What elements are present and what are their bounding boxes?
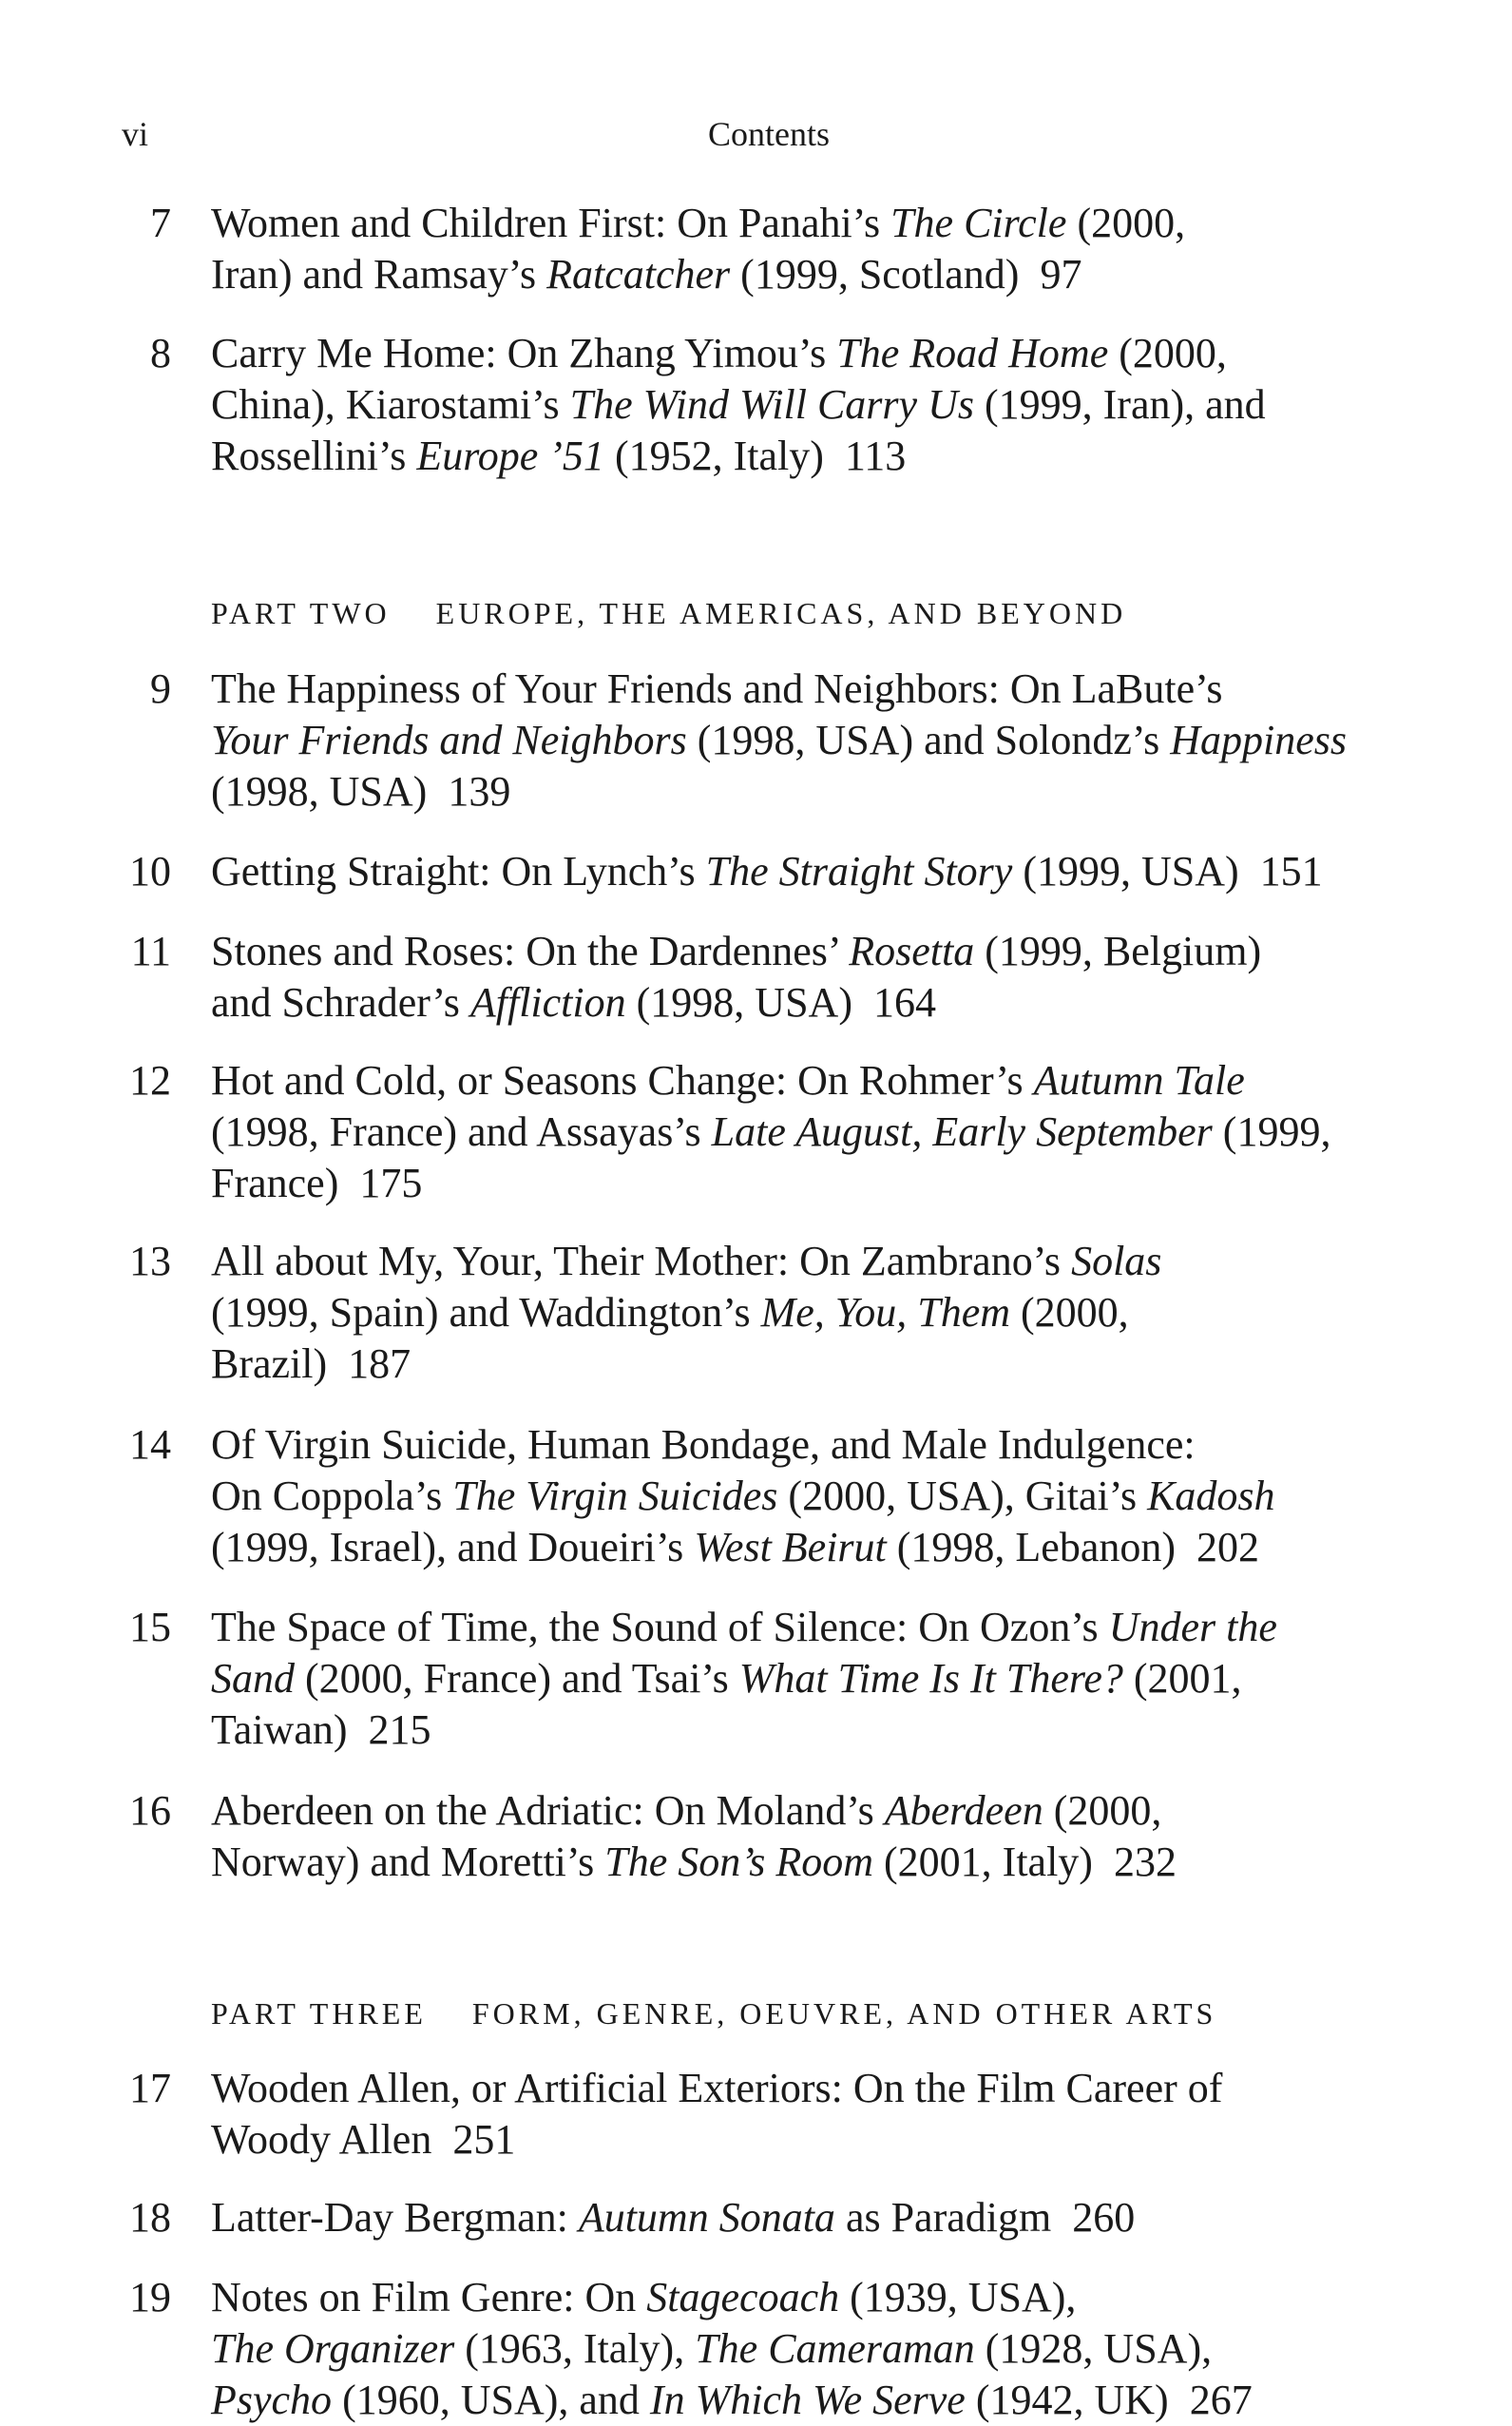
running-head: Contents (708, 115, 831, 153)
page-ref: 251 (452, 2116, 516, 2163)
chapter-number: 14 (129, 1421, 171, 1468)
chapter-title: Hot and Cold, or Seasons Change: On Rohmer’s Autumn Tale (1998, France) and Assayas’s Late August, Early September (1999, France) 175 (211, 1057, 1331, 1206)
chapter-title: Aberdeen on the Adriatic: On Moland’s Aberdeen (2000, Norway) and Moretti’s The Son’s Room (2001, Italy) 232 (211, 1787, 1177, 1885)
chapter-number: 13 (129, 1238, 171, 1284)
page-ref: 215 (368, 1706, 431, 1753)
chapter-title: Wooden Allen, or Artificial Exteriors: On the Film Career of Woody Allen 251 (211, 2065, 1223, 2163)
page-ref: 139 (448, 768, 511, 815)
page-number: vi (122, 115, 149, 153)
chapter-title: The Space of Time, the Sound of Silence: On Ozon’s Under the Sand (2000, France) and Tsai’s What Time Is It There? (2001, Taiwan) 215 (211, 1604, 1277, 1753)
page-ref: 113 (844, 433, 907, 479)
chapter-number: 15 (129, 1604, 171, 1650)
page-ref: 151 (1259, 848, 1323, 895)
page-ref: 202 (1196, 1524, 1260, 1570)
chapter-title: Of Virgin Suicide, Human Bondage, and Male Indulgence: On Coppola’s The Virgin Suicides (2000, USA), Gitai’s Kadosh (1999, Israel), and Doueiri’s West Beirut (1998, Lebanon) 202 (211, 1421, 1275, 1570)
page-ref: 260 (1072, 2194, 1136, 2241)
chapter-number: 17 (129, 2065, 171, 2111)
chapter-title: All about My, Your, Their Mother: On Zambrano’s Solas (1999, Spain) and Waddington’s Me, You, Them (2000, Brazil) 187 (211, 1238, 1162, 1387)
chapter-title: Latter-Day Bergman: Autumn Sonata as Paradigm 260 (211, 2194, 1136, 2241)
chapter-number: 11 (130, 928, 171, 974)
chapter-number: 12 (129, 1057, 171, 1104)
part-two-heading: PART TWO EUROPE, THE AMERICAS, AND BEYOND (211, 596, 1127, 630)
page-ref: 232 (1113, 1839, 1177, 1885)
chapter-number: 10 (129, 848, 171, 895)
chapter-title: Notes on Film Genre: On Stagecoach (1939, USA), The Organizer (1963, Italy), The Cameraman (1928, USA), Psycho (1960, USA), and In Which We Serve (1942, UK) 267 (211, 2274, 1253, 2423)
chapter-number: 7 (150, 200, 171, 246)
page-ref: 267 (1189, 2377, 1253, 2423)
chapter-title: Getting Straight: On Lynch’s The Straight Story (1999, USA) 151 (211, 848, 1323, 895)
chapter-number: 8 (150, 330, 171, 376)
part-three-heading: PART THREE FORM, GENRE, OEUVRE, AND OTHER ARTS (211, 1996, 1217, 2031)
chapter-title: Carry Me Home: On Zhang Yimou’s The Road Home (2000, China), Kiarostami’s The Wind Will Carry Us (1999, Iran), and Rossellini’s Europe ’51 (1952, Italy) 113 (211, 330, 1266, 479)
page-ref: 97 (1040, 251, 1082, 298)
chapter-number: 9 (150, 665, 171, 712)
chapter-number: 19 (129, 2274, 171, 2320)
chapter-title: Women and Children First: On Panahi’s The Circle (2000, Iran) and Ramsay’s Ratcatcher (1999, Scotland) 97 (211, 200, 1186, 298)
page-ref: 187 (348, 1340, 411, 1387)
page-ref: 164 (872, 979, 936, 1026)
chapter-title: Stones and Roses: On the Dardennes’ Rosetta (1999, Belgium) and Schrader’s Affliction (1998, USA) 164 (211, 928, 1262, 1026)
chapter-title: The Happiness of Your Friends and Neighbors: On LaBute’s Your Friends and Neighbors (1998, USA) and Solondz’s Happiness (1998, USA) 139 (211, 665, 1347, 815)
page-ref: 175 (359, 1160, 423, 1206)
chapter-number: 18 (129, 2194, 171, 2241)
chapter-number: 16 (129, 1787, 171, 1834)
